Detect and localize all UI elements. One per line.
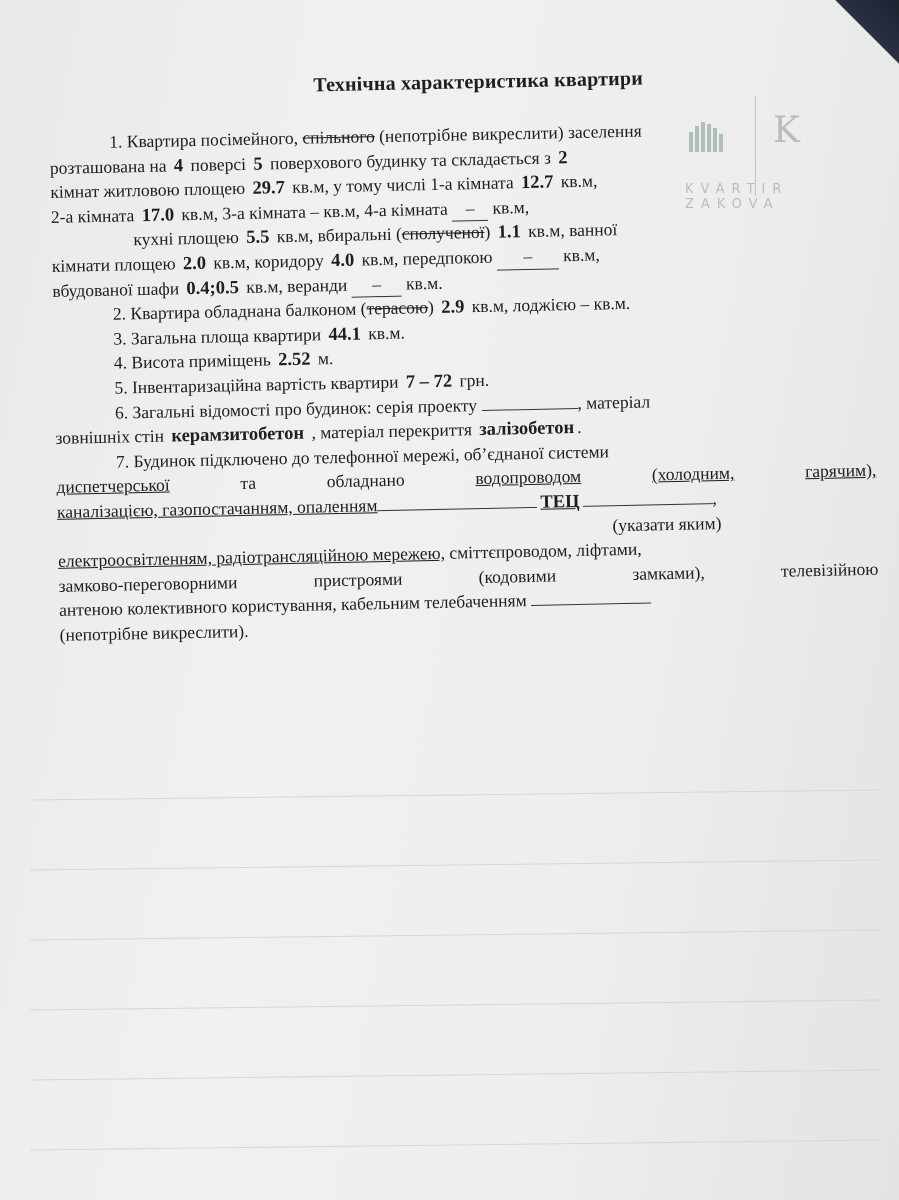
s6-line2: зовнішніх стін керамзитобетон , матеріал перекриття залізобетон .	[55, 417, 582, 449]
bathroom-value: 2.0	[182, 253, 207, 275]
closet-value: 0.4;0.5	[186, 277, 240, 299]
s7-line6: замково-переговорними пристроями (кодовими замками), телевізійною	[58, 558, 879, 596]
heating-blank-end	[582, 487, 712, 507]
s1-line4: 2-а кімната 17.0 кв.м, 3-а кімната – кв.м, 4-а кімната – кв.м,	[50, 196, 530, 227]
heating-blank	[377, 491, 537, 511]
rooms-value: 2	[558, 147, 568, 168]
s1-line2: розташована на 4 поверсі 5 поверхового будинку та складається з 2	[50, 138, 870, 180]
hallway-value: –	[497, 243, 560, 270]
s7-line7: антеною колективного користування, кабельним телебаченням	[59, 581, 879, 623]
s1-line1: 1. Квартира посімейного, спільного (непотрібне викреслити) заселення	[109, 120, 642, 152]
kitchen-value: 5.5	[246, 227, 270, 249]
total-area-value: 44.1	[328, 324, 362, 345]
room1-value: 12.7	[520, 172, 554, 194]
s7-line1: 7. Будинок підключено до телефонної мережі, об’єднаної системи	[115, 441, 610, 472]
ceiling-material-value: залізобетон	[479, 418, 575, 441]
cable-tv-blank	[531, 587, 651, 607]
ruled-lines	[0, 760, 899, 1200]
struck-text: терасою	[366, 297, 429, 319]
s4-line: 4. Висота приміщень 2.52 м.	[113, 348, 334, 374]
logo-wordmark: KVARTIR ZAKOVA	[685, 182, 789, 212]
corridor-value: 4.0	[330, 250, 355, 272]
s7-line4: (указати яким)	[612, 512, 722, 535]
document-body	[48, 63, 880, 648]
ceiling-height-value: 2.52	[277, 349, 311, 371]
toilet-value: 1.1	[497, 222, 522, 243]
struck-text: сполученої	[401, 222, 485, 244]
background-corner	[829, 0, 899, 70]
room4-value: –	[452, 196, 489, 222]
logo-letter: K	[773, 110, 800, 151]
s1-line6: кімнати площею 2.0 кв.м, коридору 4.0 кв.м, передпокою – кв.м,	[51, 244, 600, 276]
room2-value: 17.0	[141, 205, 175, 226]
wall-material-value: керамзитобетон	[171, 423, 305, 447]
s1-line5: кухні площею 5.5 кв.м, вбиральні (сполученої) 1.1 кв.м, ванної	[133, 219, 618, 250]
heating-value: ТЕЦ	[540, 491, 580, 513]
s1-line3: кімнат житловою площею 29.7 кв.м, у тому числі 1-а кімната 12.7 кв.м,	[50, 170, 598, 203]
inventory-cost-value: 7 – 72	[405, 371, 453, 393]
floors-value: 5	[253, 154, 263, 175]
s7-line8: (непотрібне викреслити).	[59, 620, 249, 645]
floor-value: 4	[173, 155, 184, 176]
living-area-value: 29.7	[252, 178, 286, 199]
s2-line: 2. Квартира обладнана балконом (терасою) 2.9 кв.м, лоджією – кв.м.	[112, 293, 631, 324]
s7-line3: каналізацією, газопостачанням, опаленням ТЕЦ ,	[56, 487, 718, 522]
struck-text: спільного	[302, 126, 375, 148]
s7-line2: диспетчерської та обладнано водопроводом (холодним, гарячим),	[56, 460, 877, 498]
s7-line5: електроосвітленням, радіотрансляційною мережею, сміттєпроводом, ліфтами,	[57, 538, 642, 571]
s3-line: 3. Загальна площа квартири 44.1 кв.м.	[113, 322, 406, 349]
veranda-value: –	[351, 271, 402, 298]
s1-line7: вбудованої шафи 0.4;0.5 кв.м, веранди – кв.м.	[52, 272, 443, 301]
balcony-value: 2.9	[441, 297, 465, 318]
s5-line: 5. Інвентаризаційна вартість квартири 7 – 72 грн.	[114, 369, 490, 398]
project-series-blank	[481, 392, 577, 411]
s6-line1: 6. Загальні відомості про будинок: серія проекту , матеріал	[114, 390, 651, 423]
page-title: Технічна характеристика квартири	[313, 67, 644, 97]
